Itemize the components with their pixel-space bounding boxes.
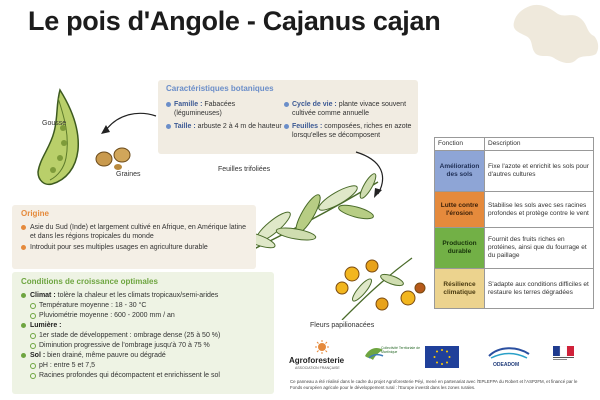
botanical-col-left [166, 100, 284, 135]
sol-sub: pH : entre 5 et 7,5 [21, 361, 273, 370]
label-fleurs: Fleurs papilionacées [310, 322, 375, 329]
description-cell: S'adapte aux conditions difficiles et restaure les terres dégradées [485, 269, 594, 309]
function-cell: Lutte contre l'érosion [435, 192, 485, 228]
collectivite-logo-text: Collectivité Territoriale de Martinique [381, 346, 421, 355]
col-header-description: Description [485, 138, 594, 151]
cycle-item: Cycle de vie : plante vivace souvent cultivée comme annuelle [284, 100, 414, 118]
function-cell: Résilience climatique [435, 269, 485, 309]
seeds-illustration [94, 145, 134, 173]
table-row [435, 228, 594, 269]
conditions-heading: Conditions de croissance optimales [21, 277, 158, 286]
label-feuilles: Feuilles trifoliées [218, 166, 271, 173]
label-graines: Graines [116, 171, 141, 178]
lumiere-sub: Diminution progressive de l'ombrage jusqu'à 70 à 75 % [21, 341, 273, 350]
conditions-list [21, 291, 273, 381]
agroforesterie-logo-text: Agroforesterie [289, 356, 345, 365]
origin-item: Introduit pour ses multiples usages en agriculture durable [21, 243, 253, 252]
table-row [435, 192, 594, 228]
origin-box [12, 205, 256, 269]
description-cell: Stabilise les sols avec ses racines profondes et protège contre le vent [485, 192, 594, 228]
sol-sub: Racines profondes qui décompactent et enrichissent le sol [21, 371, 273, 380]
famille-item: Famille : Fabacées (légumineuses) [166, 100, 284, 118]
sol-item: Sol : bien drainé, même pauvre ou dégradé [21, 351, 273, 360]
lumiere-item: Lumière : [21, 321, 273, 330]
growth-conditions-box [12, 272, 274, 394]
function-table [434, 137, 594, 309]
table-header-row [435, 138, 594, 151]
arrow-gousse [98, 110, 158, 140]
flowers-illustration [322, 250, 434, 320]
description-cell: Fournit des fruits riches en protéines, ainsi que du fourrage et du paillage [485, 228, 594, 269]
page-title: Le pois d'Angole - Cajanus cajan [28, 6, 441, 36]
agroforesterie-logo-icon [315, 340, 329, 354]
funding-footnote: Ce panneau a été réalisé dans le cadre du projet Agroforesterie Péyi, mené en partenariat avec l'EPLEFPA du Robert et l'ASP2FM, et financé par le Fonds européen agricole pour le développement rural : l'Europe investit dans les zones rurales. [290, 379, 578, 390]
table-row [435, 151, 594, 192]
function-cell: Production durable [435, 228, 485, 269]
pod-illustration [30, 88, 100, 188]
republique-francaise-logo [553, 346, 575, 360]
botanical-col-right [284, 100, 414, 144]
taille-item: Taille : arbuste 2 à 4 m de hauteur [166, 122, 284, 131]
description-cell: Fixe l'azote et enrichit les sols pour d'autres cultures [485, 151, 594, 192]
climat-item: Climat : tolère la chaleur et les climats tropicaux/semi-arides [21, 291, 273, 300]
odeadom-logo-icon [487, 346, 531, 362]
lumiere-sub: 1er stade de développement : ombrage dense (25 à 50 %) [21, 331, 273, 340]
arrow-feuilles [352, 150, 392, 200]
climat-sub: Pluviométrie moyenne : 600 - 2000 mm / an [21, 311, 273, 320]
eu-flag-logo [425, 346, 459, 368]
origin-list [21, 223, 253, 254]
origin-heading: Origine [21, 209, 50, 218]
botanical-characteristics-box [158, 80, 418, 154]
origin-item: Asie du Sud (Inde) et largement cultivé en Afrique, en Amérique latine et dans les régions tropicales du monde [21, 223, 253, 241]
partner-logos [285, 340, 597, 376]
label-gousse: Gousse [42, 120, 67, 127]
col-header-function: Fonction [435, 138, 485, 151]
agroforesterie-logo-sub: ASSOCIATION FRANÇAISE [295, 366, 340, 370]
botanical-heading: Caractéristiques botaniques [166, 84, 274, 93]
feuilles-item: Feuilles : composées, riches en azote lorsqu'elles se décomposent [284, 122, 414, 140]
table-row [435, 269, 594, 309]
martinique-island-shape [490, 0, 600, 70]
odeadom-logo-text: ODEADOM [493, 362, 520, 368]
climat-sub: Température moyenne : 18 - 30 °C [21, 301, 273, 310]
function-cell: Amélioration des sols [435, 151, 485, 192]
